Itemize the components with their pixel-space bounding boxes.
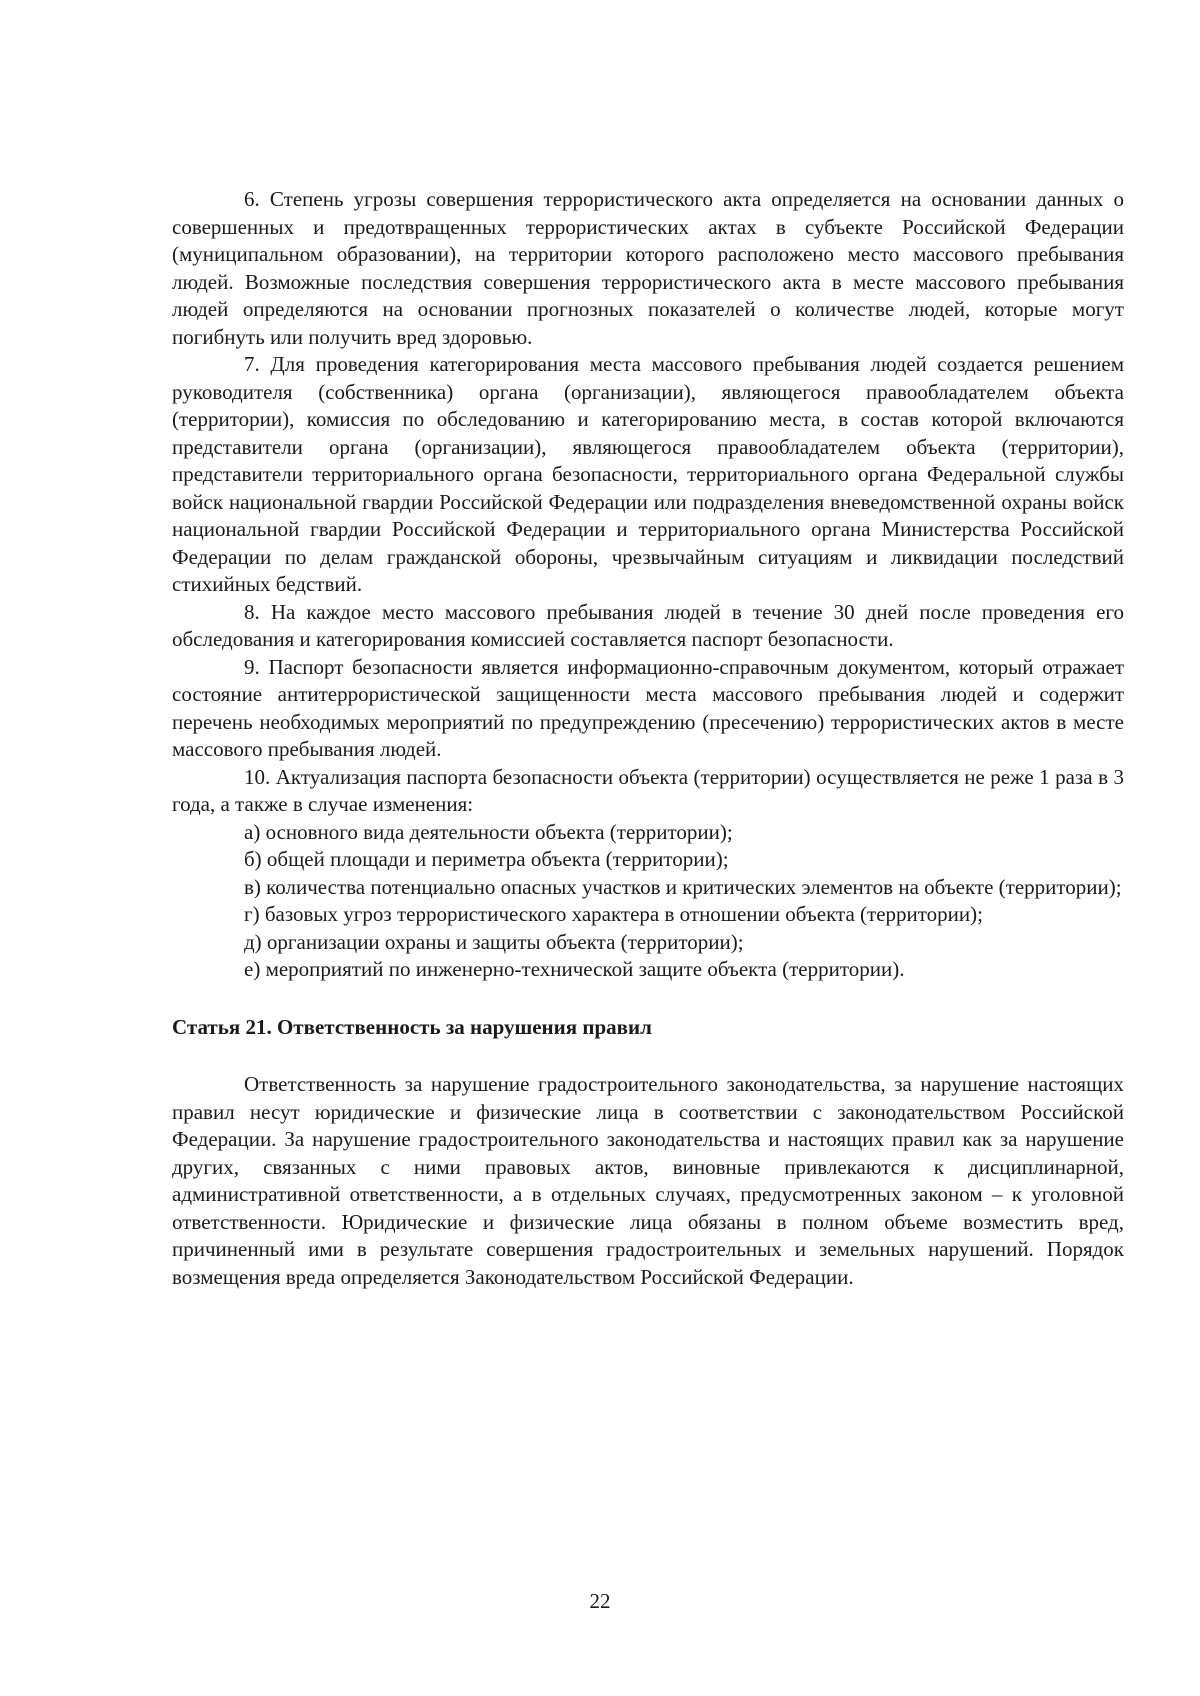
- list-item: г) базовых угроз террористического характера в отношении объекта (территории);: [244, 902, 983, 926]
- paragraph-10: 10. Актуализация паспорта безопасности объекта (территории) осуществляется не реже 1 раза в 3 года, а также в случае изменения:: [172, 764, 1124, 816]
- paragraph-8: 8. На каждое место массового пребывания людей в течение 30 дней после проведения его обследования и категорирования комиссией составляется паспорт безопасности.: [172, 599, 1124, 651]
- page-number: 22: [589, 1589, 611, 1613]
- list-item: в) количества потенциально опасных участков и критических элементов на объекте (территории);: [244, 874, 1122, 899]
- article-heading: Статья 21. Ответственность за нарушения правил: [172, 1014, 652, 1039]
- paragraph-9: 9. Паспорт безопасности является информационно-справочным документом, который отражает состояние антитеррористической защищенности места массового пребывания людей и содержит перечень необходимых мероприятий по предупреждению (пресечению) террористических актов в месте массового пребывания людей.: [172, 654, 1124, 761]
- update-conditions-list: [172, 819, 1124, 984]
- list-item: б) общей площади и периметра объекта (территории);: [244, 847, 729, 871]
- article-body: Ответственность за нарушение градостроительного законодательства, за нарушение настоящих правил несут юридические и физические лица в соответствии с законодательством Российской Федерации. За нарушение градостроительного законодательства и настоящих правил как за нарушение других, связанных с ними правовых актов, виновные привлекаются к дисциплинарной, административной ответственности, а в отдельных случаях, предусмотренных законом – к уголовной ответственности. Юридические и физические лица обязаны в полном объеме возместить вред, причиненный ими в результате совершения градостроительных и земельных нарушений. Порядок возмещения вреда определяется Законодательством Российской Федерации.: [172, 1072, 1124, 1289]
- paragraph-6: 6. Степень угрозы совершения террористического акта определяется на основании данных о совершенных и предотвращенных террористических актах в субъекте Российской Федерации (муниципальном образовании), на территории которого расположено место массового пребывания людей. Возможные последствия совершения террористического акта в месте массового пребывания людей определяются на основании прогнозных показателей о количестве людей, которые могут погибнуть или получить вред здоровью.: [172, 187, 1124, 349]
- list-item: е) мероприятий по инженерно-технической защите объекта (территории).: [244, 957, 905, 981]
- list-item: а) основного вида деятельности объекта (территории);: [244, 819, 733, 844]
- paragraph-7: 7. Для проведения категорирования места массового пребывания людей создается решением руководителя (собственника) органа (организации), являющегося правообладателем объекта (территории), комиссия по обследованию и категорированию места, в состав которой включаются представители органа (организации), являющегося правообладателем объекта (территории), представители территориального органа безопасности, территориального органа Федеральной службы войск национальной гвардии Российской Федерации или подразделения вневедомственной охраны войск национальной гвардии Российской Федерации и территориального органа Министерства Российской Федерации по делам гражданской обороны, чрезвычайным ситуациям и ликвидации последствий стихийных бедствий.: [172, 352, 1124, 596]
- list-item: д) организации охраны и защиты объекта (территории);: [244, 929, 744, 954]
- document-body: [172, 186, 1124, 1291]
